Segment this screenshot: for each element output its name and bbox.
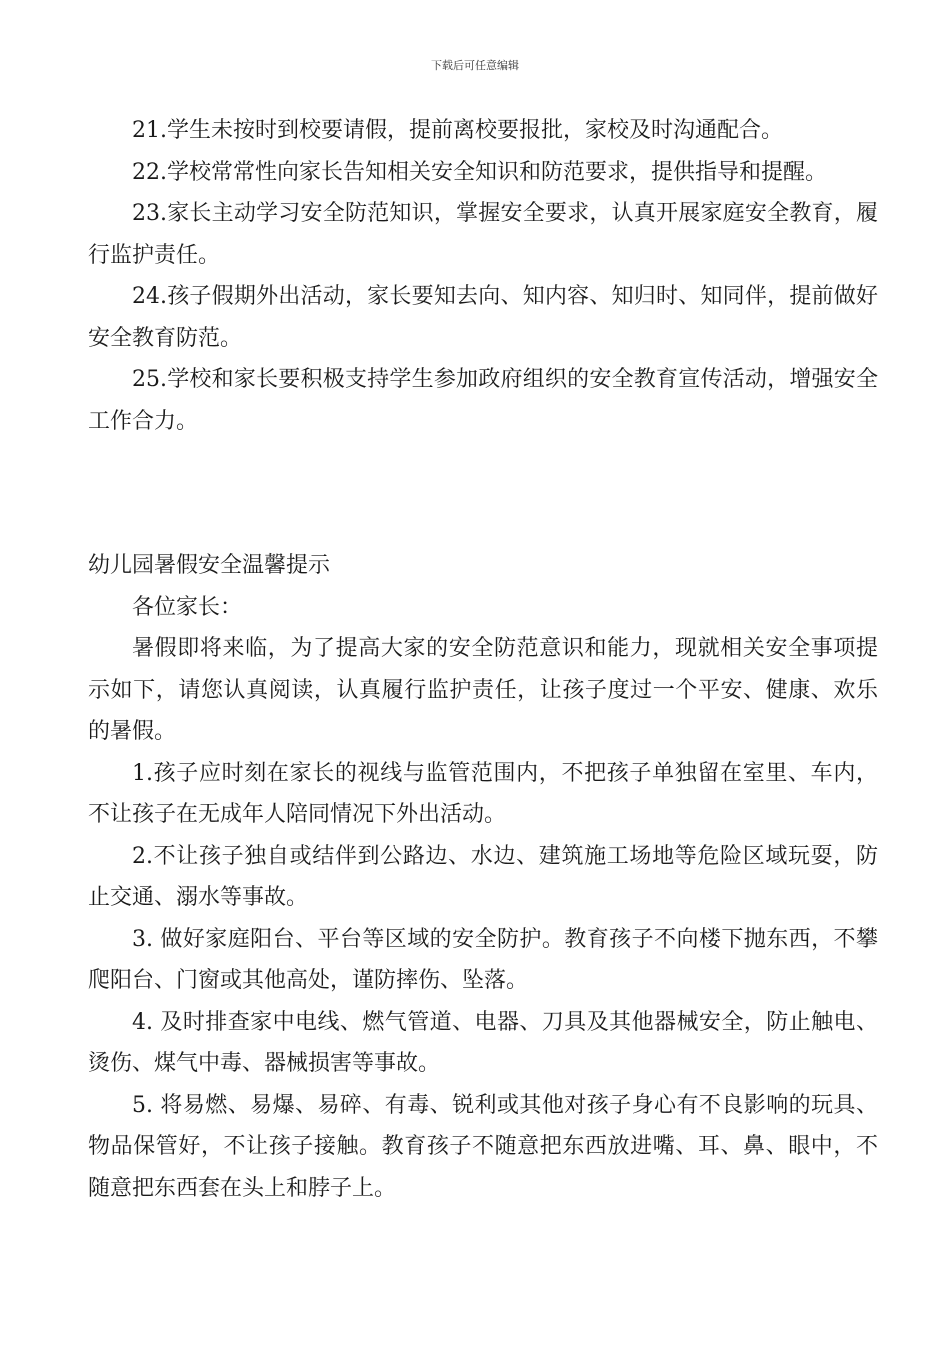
tip-item-2: 2.不让孩子独自或结伴到公路边、水边、建筑施工场地等危险区域玩耍，防止交通、溺水等事故。: [88, 843, 878, 910]
tip-item-1: 1.孩子应时刻在家长的视线与监管范围内，不把孩子单独留在室里、车内，不让孩子在无成年人陪同情况下外出活动。: [88, 760, 878, 827]
list-item-23: 23.家长主动学习安全防范知识，掌握安全要求，认真开展家庭安全教育，履行监护责任。: [88, 201, 878, 268]
section-title: 幼儿园暑假安全温馨提示: [88, 553, 331, 578]
page-header-note: 下载后可任意编辑: [431, 59, 519, 72]
document-body: [88, 110, 878, 1209]
list-item-24: 24.孩子假期外出活动，家长要知去向、知内容、知归时、知同伴，提前做好安全教育防范。: [88, 284, 878, 351]
list-item-22: 22.学校常常性向家长告知相关安全知识和防范要求，提供指导和提醒。: [132, 159, 827, 185]
salutation: 各位家长：: [132, 594, 243, 620]
tip-item-5: 5. 将易燃、易爆、易碎、有毒、锐利或其他对孩子身心有不良影响的玩具、物品保管好，不让孩子接触。教育孩子不随意把东西放进嘴、耳、鼻、眼中，不随意把东西套在头上和脖子上。: [88, 1092, 878, 1201]
section-spacer: [88, 442, 878, 545]
list-item-21: 21.学生未按时到校要请假，提前离校要报批，家校及时沟通配合。: [132, 118, 783, 143]
list-item-25: 25.学校和家长要积极支持学生参加政府组织的安全教育宣传活动，增强安全工作合力。: [88, 367, 878, 434]
tip-item-4: 4. 及时排查家中电线、燃气管道、电器、刀具及其他器械安全，防止触电、烫伤、煤气中毒、器械损害等事故。: [88, 1009, 878, 1076]
tip-item-3: 3. 做好家庭阳台、平台等区域的安全防护。教育孩子不向楼下抛东西，不攀爬阳台、门窗或其他高处，谨防摔伤、坠落。: [88, 926, 878, 993]
intro-paragraph: 暑假即将来临，为了提高大家的安全防范意识和能力，现就相关安全事项提示如下，请您认真阅读，认真履行监护责任，让孩子度过一个平安、健康、欢乐的暑假。: [88, 636, 878, 744]
